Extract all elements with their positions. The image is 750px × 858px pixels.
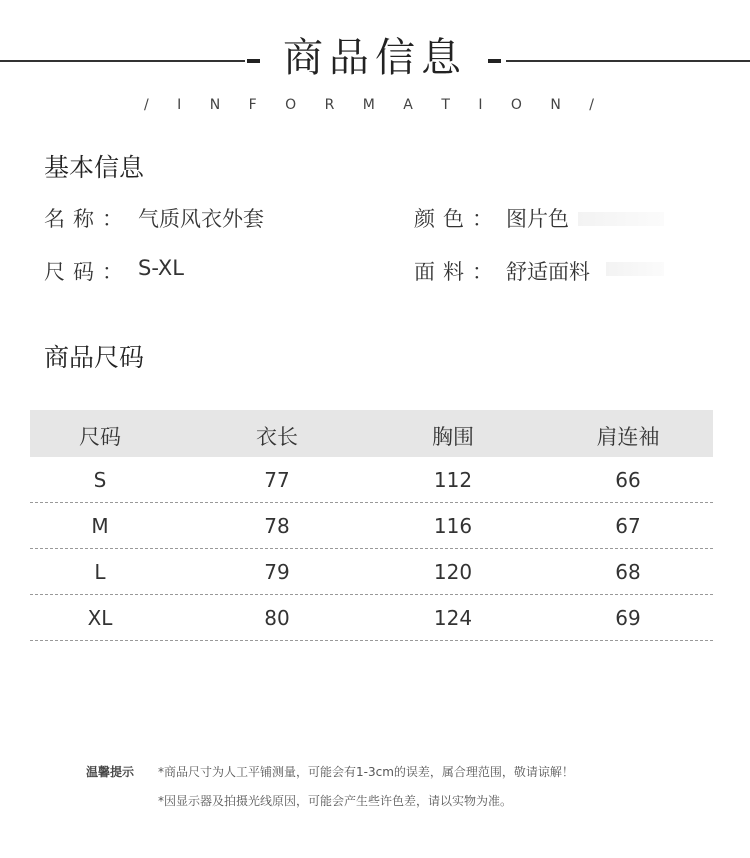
column-header-length: 衣长 <box>256 425 298 449</box>
cell-length: 77 <box>264 468 290 492</box>
cell-sleeve: 68 <box>615 560 641 584</box>
cell-size: XL <box>87 606 113 630</box>
title-dash-left <box>247 59 260 63</box>
title-line-right <box>506 60 750 62</box>
fabric-label: 面料 <box>414 260 472 284</box>
name-label: 名称 <box>44 207 102 231</box>
color-label: 颜色 <box>414 207 472 231</box>
color-value: 图片色 <box>506 207 569 231</box>
cell-sleeve: 69 <box>615 606 641 630</box>
note-line-1: *商品尺寸为人工平铺测量，可能会有1-3cm的误差，属合理范围，敬请谅解！ <box>158 765 574 779</box>
cell-length: 79 <box>264 560 290 584</box>
subtitle: / I N F O R M A T I O N / <box>143 97 607 113</box>
color-colon: ： <box>472 207 493 231</box>
column-header-sleeve: 肩连袖 <box>596 425 660 449</box>
cell-chest: 116 <box>433 514 473 538</box>
cell-chest: 124 <box>433 606 473 630</box>
table-row <box>30 549 713 595</box>
table-header <box>30 410 713 457</box>
size-section-title: 商品尺码 <box>44 343 145 372</box>
note-line-2: *因显示器及拍摄光线原因，可能会产生些许色差，请以实物为准。 <box>158 794 513 808</box>
color-value-highlight <box>578 212 664 226</box>
cell-length: 78 <box>264 514 290 538</box>
cell-size: S <box>93 468 107 492</box>
table-row <box>30 457 713 503</box>
title-line-left <box>0 60 245 62</box>
size-colon: ： <box>102 260 123 284</box>
cell-chest: 112 <box>433 468 473 492</box>
name-colon: ： <box>102 207 123 231</box>
table-row <box>30 595 713 641</box>
fabric-colon: ： <box>472 260 493 284</box>
page-title: 商品信息 <box>283 35 467 81</box>
column-header-size: 尺码 <box>79 425 121 449</box>
cell-size: M <box>91 514 109 538</box>
fabric-value-highlight <box>606 262 664 276</box>
cell-sleeve: 66 <box>615 468 641 492</box>
cell-length: 80 <box>264 606 290 630</box>
cell-size: L <box>94 560 106 584</box>
table-row <box>30 503 713 549</box>
size-label: 尺码 <box>44 260 102 284</box>
size-value: S-XL <box>138 256 184 280</box>
column-header-chest: 胸围 <box>432 425 474 449</box>
fabric-value: 舒适面料 <box>506 260 590 284</box>
size-table <box>30 410 713 641</box>
basic-info-title: 基本信息 <box>44 153 145 182</box>
cell-sleeve: 67 <box>615 514 641 538</box>
notes-label: 温馨提示 <box>86 765 135 779</box>
name-value: 气质风衣外套 <box>138 207 264 231</box>
header <box>0 28 750 88</box>
cell-chest: 120 <box>433 560 473 584</box>
title-dash-right <box>488 59 501 63</box>
